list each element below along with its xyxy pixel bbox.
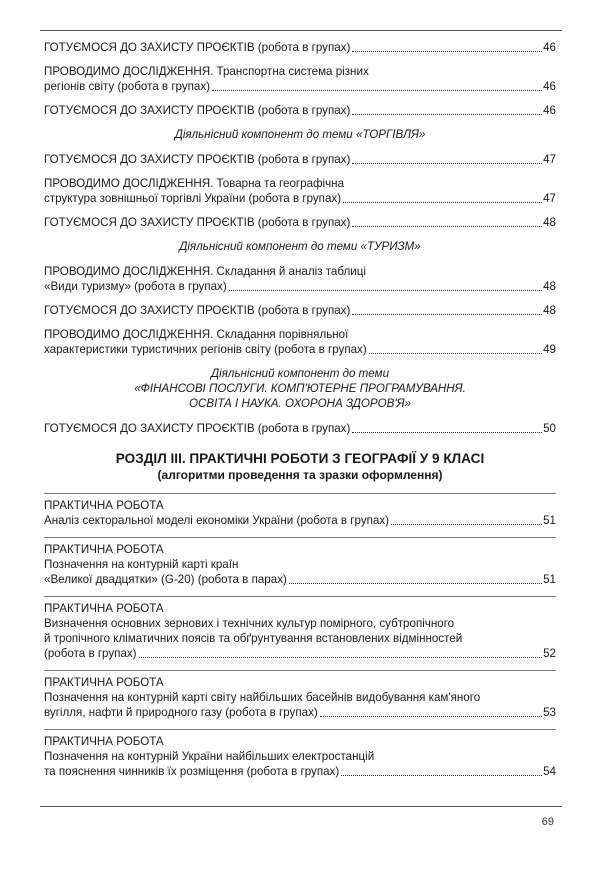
entry-line: Визначення основних зернових і технічних культур помірного, субтропічного [44, 617, 455, 630]
dot-leader [343, 202, 542, 203]
practical-heading: ПРАКТИЧНА РОБОТА [44, 676, 164, 689]
section-title: РОЗДІЛ ІІІ. ПРАКТИЧНІ РОБОТИ З ГЕОГРАФІЇ У 9 КЛАСІ [115, 451, 485, 466]
entry-page-number: 46 [543, 41, 556, 54]
entry-last-line [44, 705, 556, 720]
separator-rule [44, 493, 556, 494]
entry-last-line [44, 279, 556, 294]
entry-line: ПРОВОДИМО ДОСЛІДЖЕННЯ. Складання й аналіз таблиці [44, 265, 366, 278]
entry-last-line [44, 303, 556, 318]
dot-leader [139, 657, 543, 658]
entry-text: ГОТУЄМОСЯ ДО ЗАХИСТУ ПРОЄКТІВ (робота в групах) [44, 304, 351, 317]
toc-entry [44, 421, 556, 436]
dot-leader [320, 716, 542, 717]
entry-page-number: 48 [543, 280, 556, 293]
entry-page-number: 52 [543, 647, 556, 660]
toc-group-finance [44, 421, 556, 436]
toc-entry [44, 601, 556, 661]
separator-rule [44, 537, 556, 538]
entry-last-line [44, 191, 556, 206]
entry-last-line [44, 342, 556, 357]
entry-text: характеристики туристичних регіонів світу (робота в групах) [44, 343, 367, 356]
dot-leader [352, 51, 542, 52]
entry-page-number: 46 [543, 80, 556, 93]
entry-text: структура зовнішньої торгівлі України (робота в групах) [44, 192, 342, 205]
entry-text: ГОТУЄМОСЯ ДО ЗАХИСТУ ПРОЄКТІВ (робота в групах) [44, 104, 351, 117]
component-heading-finance [44, 366, 556, 411]
entry-text: регіонів світу (робота в групах) [44, 80, 211, 93]
practical-heading: ПРАКТИЧНА РОБОТА [44, 499, 164, 512]
entry-text: та пояснення чинників їх розміщення (робота в групах) [44, 765, 340, 778]
entry-last-line [44, 103, 556, 118]
entry-last-line [44, 513, 556, 528]
toc-entry [44, 303, 556, 318]
practical-heading: ПРАКТИЧНА РОБОТА [44, 602, 164, 615]
toc-content [44, 40, 556, 788]
entry-last-line [44, 646, 556, 661]
entry-text: Аналіз секторальної моделі економіки України (робота в групах) [44, 514, 390, 527]
toc-group-trade [44, 152, 556, 230]
entry-text: ГОТУЄМОСЯ ДО ЗАХИСТУ ПРОЄКТІВ (робота в групах) [44, 41, 351, 54]
toc-entry [44, 264, 556, 294]
toc-entry [44, 176, 556, 206]
entry-text: ГОТУЄМОСЯ ДО ЗАХИСТУ ПРОЄКТІВ (робота в групах) [44, 153, 351, 166]
entry-line: Позначення на контурній карті країн [44, 558, 239, 571]
toc-entry [44, 215, 556, 230]
entry-line: ПРОВОДИМО ДОСЛІДЖЕННЯ. Транспортна система різних [44, 65, 369, 78]
separator-rule [44, 670, 556, 671]
entry-last-line [44, 764, 556, 779]
practical-heading: ПРАКТИЧНА РОБОТА [44, 735, 164, 748]
entry-text: «Види туризму» (робота в групах) [44, 280, 227, 293]
toc-entry [44, 103, 556, 118]
dot-leader [229, 290, 542, 291]
dot-leader [212, 90, 542, 91]
entry-last-line [44, 421, 556, 436]
component-heading-tourism: Діяльнісний компонент до теми «ТУРИЗМ» [179, 240, 421, 253]
dot-leader [391, 524, 542, 525]
entry-line: Позначення на контурній карті світу найбільших басейнів видобування кам'яного [44, 691, 481, 704]
page-number: 69 [541, 816, 554, 828]
toc-entry [44, 734, 556, 779]
entry-page-number: 51 [543, 573, 556, 586]
dot-leader [352, 226, 542, 227]
entry-text: (робота в групах) [44, 647, 137, 660]
component-finance-line2: «ФІНАНСОВІ ПОСЛУГИ. КОМП'ЮТЕРНЕ ПРОГРАМУВАННЯ. [134, 382, 466, 395]
entry-last-line [44, 40, 556, 55]
entry-page-number: 48 [543, 304, 556, 317]
toc-entry [44, 498, 556, 528]
entry-text: «Великої двадцятки» (G-20) (робота в парах) [44, 573, 287, 586]
dot-leader [341, 775, 542, 776]
entry-page-number: 47 [543, 192, 556, 205]
section-heading [44, 450, 556, 483]
entry-last-line [44, 79, 556, 94]
entry-line: ПРОВОДИМО ДОСЛІДЖЕННЯ. Складання порівняльної [44, 328, 349, 341]
dot-leader [352, 432, 542, 433]
entry-text: ГОТУЄМОСЯ ДО ЗАХИСТУ ПРОЄКТІВ (робота в групах) [44, 216, 351, 229]
component-finance-line1: Діяльнісний компонент до теми [210, 367, 390, 380]
top-rule [40, 30, 562, 31]
practical-heading: ПРАКТИЧНА РОБОТА [44, 543, 164, 556]
bottom-rule [40, 806, 562, 807]
entry-page-number: 51 [543, 514, 556, 527]
toc-entry [44, 40, 556, 55]
component-heading-trade: Діяльнісний компонент до теми «ТОРГІВЛЯ» [174, 128, 426, 141]
entry-last-line [44, 215, 556, 230]
dot-leader [369, 353, 542, 354]
separator-rule [44, 596, 556, 597]
entry-page-number: 54 [543, 765, 556, 778]
section-subtitle: (алгоритми проведення та зразки оформлення) [157, 468, 443, 482]
entry-page-number: 53 [543, 706, 556, 719]
toc-entry [44, 542, 556, 587]
toc-entry [44, 327, 556, 357]
toc-group-top [44, 40, 556, 118]
entry-page-number: 50 [543, 422, 556, 435]
toc-entry [44, 675, 556, 720]
entry-text: вугілля, нафти й природного газу (робота в групах) [44, 706, 318, 719]
entry-last-line [44, 152, 556, 167]
toc-group-tourism [44, 264, 556, 357]
dot-leader [289, 583, 542, 584]
entry-text: ГОТУЄМОСЯ ДО ЗАХИСТУ ПРОЄКТІВ (робота в групах) [44, 422, 351, 435]
dot-leader [352, 314, 542, 315]
dot-leader [352, 114, 542, 115]
component-finance-line3: ОСВІТА І НАУКА. ОХОРОНА ЗДОРОВ'Я» [189, 397, 411, 410]
entry-page-number: 49 [543, 343, 556, 356]
entry-line: Позначення на контурній України найбільших електростанцій [44, 750, 375, 763]
entry-last-line [44, 572, 556, 587]
toc-entry [44, 64, 556, 94]
dot-leader [352, 163, 542, 164]
entry-page-number: 48 [543, 216, 556, 229]
entry-page-number: 47 [543, 153, 556, 166]
toc-entry [44, 152, 556, 167]
toc-group-practicals [44, 493, 556, 779]
entry-line: й тропічного кліматичних поясів та обґрунтування встановлених відмінностей [44, 632, 463, 645]
entry-line: ПРОВОДИМО ДОСЛІДЖЕННЯ. Товарна та географічна [44, 177, 345, 190]
entry-page-number: 46 [543, 104, 556, 117]
separator-rule [44, 729, 556, 730]
